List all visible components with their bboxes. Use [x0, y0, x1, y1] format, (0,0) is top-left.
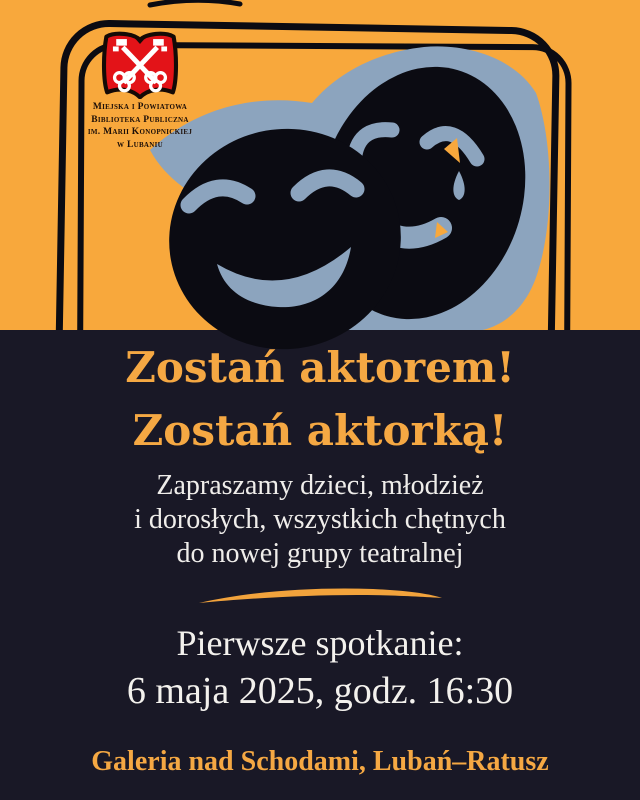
poster-artwork-area [0, 0, 640, 330]
library-logo [76, 30, 204, 151]
invitation-line: i dorosłych, wszystkich chętnych [134, 504, 506, 535]
poster-text-area [0, 336, 640, 779]
library-name [76, 101, 204, 151]
meeting-label: Pierwsze spotkanie: [176, 623, 464, 663]
library-name-line: w Lubaniu [116, 139, 164, 150]
brush-swoosh-underline [195, 584, 445, 606]
library-name-line: Biblioteka Publiczna [91, 114, 189, 125]
invitation-line: do nowej grupy teatralnej [176, 538, 464, 569]
invitation-line: Zapraszamy dzieci, młodzież [156, 470, 484, 501]
open-book-crossed-keys-icon [99, 30, 181, 99]
headline [0, 336, 640, 462]
meeting-datetime: 6 maja 2025, godz. 16:30 [126, 670, 514, 712]
library-name-line: im. Marii Konopnickiej [87, 127, 193, 137]
venue: Galeria nad Schodami, Lubań–Ratusz [91, 746, 549, 777]
invitation-text [0, 469, 640, 571]
headline-line-2: Zostań aktorką! [132, 406, 508, 455]
headline-line-1: Zostań aktorem! [125, 343, 515, 392]
library-name-line: Miejska i Powiatowa [92, 102, 188, 112]
